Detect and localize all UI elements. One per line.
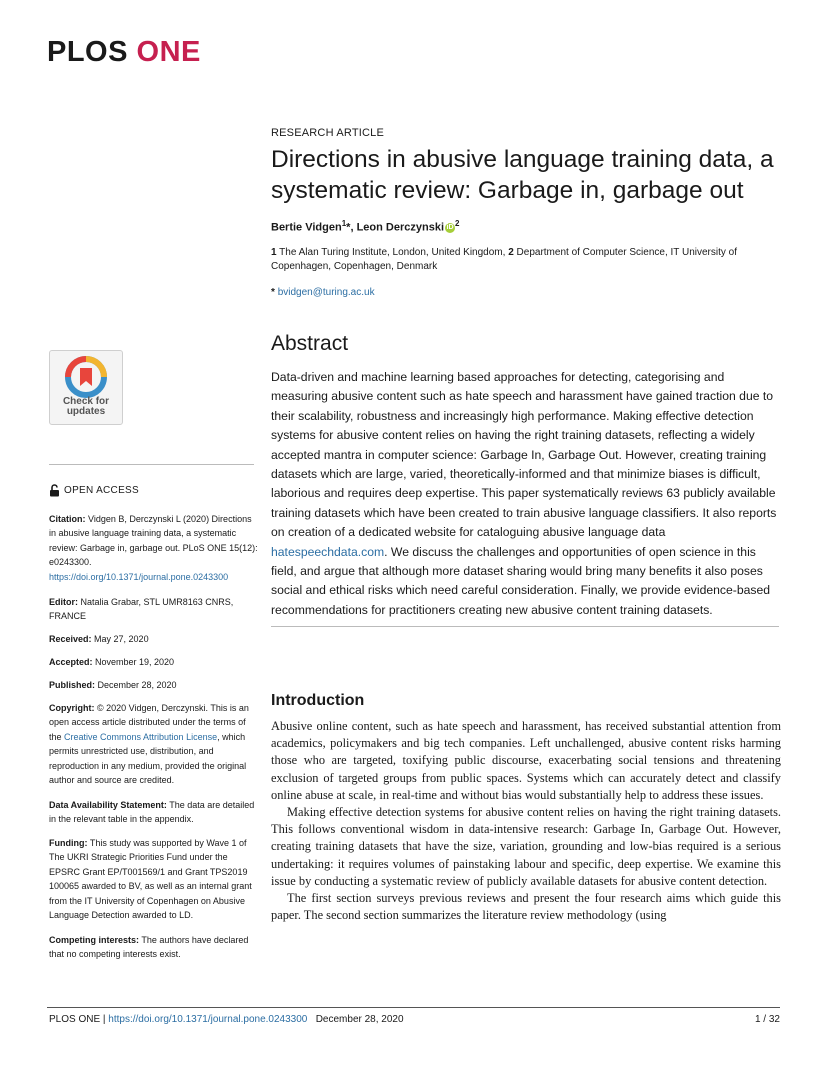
paragraph: Abusive online content, such as hate speech and harassment, has received substantial attention from academics, policymakers and big tech companies. Left unchallenged, abusive content risks harming those who are targeted, toxifying public discourse, exacerbating social tensions and threatening exclusion of targeted groups from public spaces. Systems which can accurately detect and classify online abuse at scale, in real-time and without bias would substantially help to address these issues.	[271, 719, 781, 802]
orcid-icon[interactable]: iD	[446, 223, 454, 231]
introduction-body	[271, 718, 781, 924]
field-label: Published:	[49, 680, 96, 690]
badge-label	[50, 397, 122, 417]
field-value: Natalia Grabar, STL UMR8163 CNRS, FRANCE	[49, 597, 234, 622]
check-for-updates-badge[interactable]	[49, 350, 123, 425]
abstract-body: Data-driven and machine learning based approaches for detecting, categorising and measuring abusive content such as hate speech and harassment have gained traction due to their scalability, robustness and increasingly high performance. Making effective detection systems for abusive content relies on having the right training datasets, reflecting a widely accepted mantra in computer science: Garbage In, Garbage Out. However, creating training datasets which are large, varied, theoretically-informed and that minimize biases is difficult, laborious and requires deep expertise. This paper systematically reviews 63 publicly available training datasets which have been created to train abusive language classifiers. It also reports on creation of a dedicated website for cataloguing abusive language data	[271, 370, 777, 540]
footer-date: December 28, 2020	[315, 1014, 404, 1025]
data-availability	[49, 798, 259, 827]
field-label: Citation:	[49, 514, 86, 524]
field-value: December 28, 2020	[95, 680, 177, 690]
competing-interests	[49, 933, 259, 962]
funding	[49, 836, 259, 922]
field-value: © 2020 Vidgen, Derczynski. This is an open access article distributed under the terms of the	[49, 703, 249, 742]
author-affiliation-sup: 2	[455, 219, 460, 228]
open-access-text: OPEN ACCESS	[64, 485, 139, 496]
badge-label-line: Check for	[62, 396, 110, 407]
divider	[271, 626, 779, 627]
open-lock-icon	[49, 484, 60, 497]
field-value: November 19, 2020	[92, 657, 175, 667]
field-value: , which permits unrestricted use, distribution, and reproduction in any medium, provided the original author and source are credited.	[49, 731, 247, 786]
editor	[49, 595, 259, 624]
footer-journal: PLOS ONE |	[49, 1014, 109, 1025]
journal-logo	[47, 38, 201, 67]
field-value: The authors have declared that no competing interests exist.	[49, 935, 249, 960]
abstract-text	[271, 368, 781, 620]
doi-link[interactable]: https://doi.org/10.1371/journal.pone.0243300	[49, 571, 229, 582]
field-label: Competing interests:	[49, 935, 140, 945]
footer-doi-link[interactable]: https://doi.org/10.1371/journal.pone.0243300	[108, 1014, 308, 1025]
field-value: Vidgen B, Derczynski L (2020) Directions in abusive language training data, a systematic review: Garbage in, garbage out. PLoS ONE 15(12): e0243300.	[49, 514, 258, 568]
field-value: May 27, 2020	[91, 634, 149, 644]
author-list	[271, 219, 459, 234]
corresponding-marker: *	[346, 221, 351, 234]
affiliation-number: 2	[508, 247, 514, 258]
received-date	[49, 632, 259, 646]
paragraph: Making effective detection systems for abusive content relies on having the right training datasets. This follows conventional wisdom in data-intensive research: Garbage In, Garbage Out. However, creating training datasets that have the size, variation, grounding and low-bias required is a serious undertaking: it requires volumes of painstaking labour and specific, deep expertise. We examine this issue by conducting a systematic review of publicly available datasets for abusive content detection.	[271, 805, 781, 888]
abstract-heading: Abstract	[271, 332, 349, 355]
field-label: Copyright:	[49, 703, 95, 713]
field-label: Data Availability Statement:	[49, 800, 167, 810]
author-name[interactable]: Bertie Vidgen	[271, 221, 342, 234]
article-title: Directions in abusive language training data, a systematic review: Garbage in, garbage out	[271, 146, 774, 204]
field-value: The data are detailed in the relevant table in the appendix.	[49, 800, 255, 825]
logo-plos: PLOS	[47, 36, 128, 68]
author-affiliation-sup: 1	[341, 219, 347, 228]
badge-label-line: updates	[66, 406, 106, 417]
author-separator: ,	[350, 221, 357, 234]
accepted-date	[49, 655, 259, 669]
author-name[interactable]: Leon Derczynski	[356, 221, 444, 234]
field-label: Accepted:	[49, 657, 93, 667]
corresponding-marker: *	[271, 287, 275, 298]
affiliation-text: Department of Computer Science, IT University of Copenhagen, Copenhagen, Denmark	[271, 247, 738, 272]
footer	[49, 1014, 404, 1025]
open-access-label	[49, 484, 139, 497]
paragraph: The first section surveys previous reviews and present the four research aims which guide this paper. The second section summarizes the literature review methodology (using	[271, 891, 781, 923]
page-number: 1 / 32	[754, 1014, 780, 1025]
license-link[interactable]: Creative Commons Attribution License	[64, 731, 218, 742]
affiliation-number: 1	[271, 247, 277, 258]
copyright	[49, 701, 259, 787]
affiliation-text: The Alan Turing Institute, London, United Kingdom,	[276, 247, 509, 258]
website-link[interactable]: hatespeechdata.com	[271, 544, 385, 559]
sidebar-divider	[49, 464, 254, 465]
abstract-body: . We discuss the challenges and opportunities of open science in this field, and argue that although more dataset sharing would bring many benefits it also poses social and ethical risks which need careful consideration. Finally, we provide evidence-based recommendations for practitioners creating new abusive content training datasets.	[271, 544, 771, 617]
field-label: Editor:	[49, 597, 78, 607]
correspondence	[271, 287, 375, 298]
article-type: RESEARCH ARTICLE	[271, 127, 385, 139]
check-updates-icon	[65, 356, 107, 398]
email-link[interactable]: bvidgen@turing.ac.uk	[277, 287, 375, 298]
field-label: Received:	[49, 634, 92, 644]
citation	[49, 512, 259, 584]
field-label: Funding:	[49, 838, 88, 848]
footer-divider	[47, 1007, 780, 1008]
published-date	[49, 678, 259, 692]
affiliations	[271, 246, 771, 274]
introduction-heading: Introduction	[271, 692, 365, 709]
field-value: This study was supported by Wave 1 of The UKRI Strategic Priorities Fund under the EPSRC Grant EP/T001569/1 and Grant TPS2019 100065 awarded to BV, as well as an internal grant from the IT University of Copenhagen on Abusive Language Detection awarded to LD.	[49, 838, 252, 921]
logo-one: ONE	[136, 36, 201, 68]
